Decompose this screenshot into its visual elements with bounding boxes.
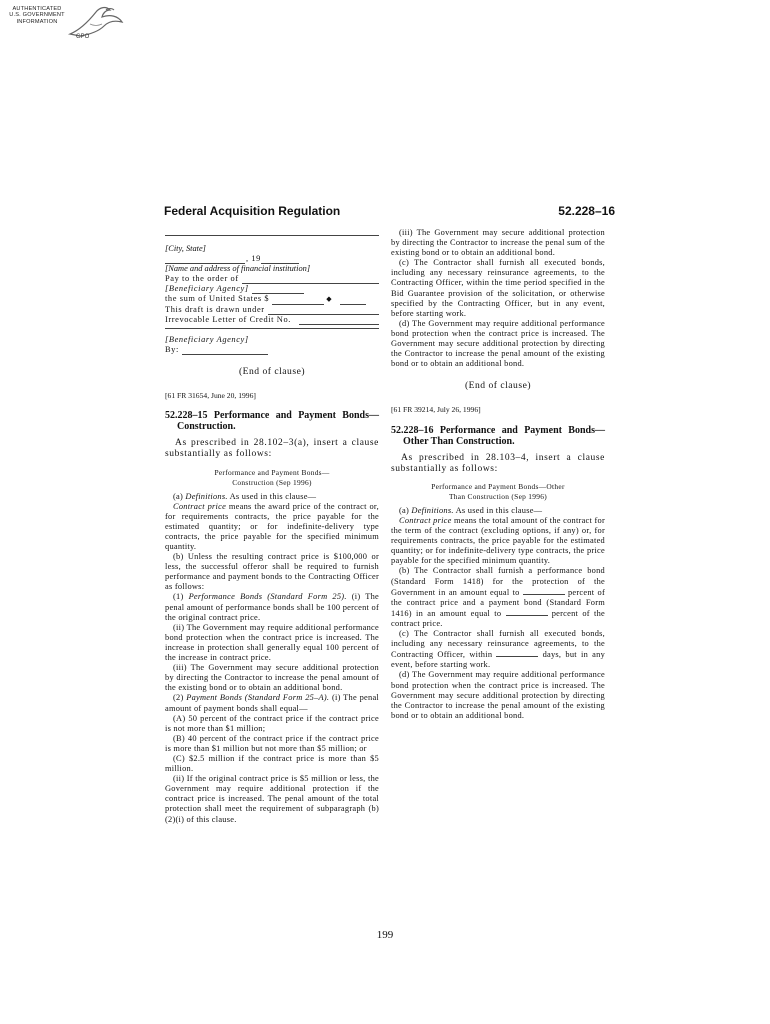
para-italic: Payment Bonds (Standard Form 25–A). [186,693,330,703]
gpo-line-1: AUTHENTICATED [12,6,62,12]
citation: [61 FR 39214, July 26, 1996] [391,405,481,415]
gpo-seal-text [6,6,68,25]
paragraph-b [391,566,605,629]
para-italic: Definitions. [185,491,228,501]
definition-contract-price [391,516,605,566]
paragraph-c2 [391,629,605,670]
paragraph-b2-B: (B) 40 percent of the contract price if the contract price is more than $1 million but not more than $5 million; or [165,733,379,753]
form-agency-line [165,284,379,294]
page-number: 199 [376,929,394,941]
para-text: percent of the contract price and a payment bond (Standard Form 1416) in an amount equal to [391,587,606,618]
blank-line [340,297,366,305]
para-text: (c) The Contractor shall furnish all executed bonds, including any necessary reinsurance agreements, to the Contracting Officer, within [391,629,605,660]
blank-line [506,608,548,616]
gpo-line-3: INFORMATION [16,18,58,25]
blank-line [496,649,538,657]
paragraph-c: (c) The Contractor shall furnish all executed bonds, including any necessary reinsurance agreements, to the Contracting Officer, within the time period specified in the Bid Guarantee provision of the solicitation, or otherwise specified by the Contracting Officer, but in any event, before starting work. [391,258,605,318]
section-heading: 52.228–16 Performance and Payment Bonds—Other Than Construction. [391,424,605,447]
prescription: As prescribed in 28.102–3(a), insert a clause substantially as follows: [165,438,379,460]
clause-heading [395,482,601,502]
para-text: (i) The penal amount of performance bonds shall be 100 percent of the original contract price. [165,592,380,622]
term: Contract price [399,516,452,525]
paragraph-b1-iii: (iii) The Government may secure additional protection by directing the Contractor to increase the penal amount of the existing bond or to obtain an additional bond. [165,663,379,693]
para-text: (b) The Contractor shall furnish a performance bond (Standard Form 1418) for the protection of the Government in an amount equal to [391,566,605,597]
gpo-authentication-seal [6,4,146,44]
form-year: , 19 [246,254,261,264]
blank-line [523,587,565,595]
paragraph-d2: (d) The Government may require additional performance bond protection when the contract price is increased. The Government may secure additional protection by directing the Contractor to increase the penal amount of the existing bond or to obtain an additional bond. [391,670,605,720]
blank-line [299,317,379,325]
clause-heading-line-2: Than Construction (Sep 1996) [448,491,548,501]
para-text: As used in this clause— [227,491,317,501]
paragraph-b2-ii: (ii) If the original contract price is $5 million or less, the Government may require additional protection if the contract price is increased. The penal amount of the total protection shall meet the requirement of subparagraph (b)(2)(i) of this clause. [165,774,379,824]
definition-text: means the award price of the contract or, for requirements contracts, the price payable for the estimated quantity; or for indefinite-delivery type contracts, the price payable for the specified minimum quantity. [165,501,379,551]
form-agency-2: [Beneficiary Agency] [165,334,249,344]
gpo-line-2: U.S. GOVERNMENT [9,12,65,19]
form-loc-label: Irrevocable Letter of Credit No. [165,314,291,324]
paragraph-b2-C: (C) $2.5 million if the contract price is more than $5 million. [165,753,379,774]
paragraph-a [391,506,605,516]
clause-heading-line-1: Performance and Payment Bonds— [214,467,330,477]
definition-text: means the total amount of the contract for the term of the contract (excluding options, if any) or, for requirements contracts, the price payable for the estimated quantity; or for indefinite-delivery type contracts, the price payable for the specified minimum quantity. [391,516,605,566]
para-text: days, but in any event, before starting work. [391,650,606,670]
divider [165,235,379,236]
blank-line [272,297,324,305]
paragraph-d: (d) The Government may require additional performance bond protection when the contract price is increased. The Government may secure additional protection by directing the Contractor to increase the penal amount of the existing bond or to obtain an additional bond. [391,318,605,369]
form-sum-line [165,294,379,304]
paragraph-b: (b) Unless the resulting contract price is $100,000 or less, the successful offeror shall be required to furnish performance and payment bonds to the Contracting Officer as follows: [165,552,379,592]
paragraph-b2 [165,693,379,713]
running-header-title: Federal Acquisition Regulation [164,204,341,218]
form-drawn-line [165,305,379,315]
gpo-name: GPO [76,34,90,40]
form-date-line [165,254,379,264]
clause-heading-line-2: Construction (Sep 1996) [232,477,312,487]
blank-line [242,276,379,284]
blank-line [165,256,245,264]
form-city-state: [City, State] [165,244,206,253]
end-of-clause: (End of clause) [238,365,306,377]
para-italic: Definitions. [411,505,454,515]
left-column [165,228,379,825]
form-bank-name: [Name and address of financial institution] [165,264,311,274]
para-label: (a) [399,505,412,515]
blank-line [268,307,379,315]
paragraph-b2-A: (A) 50 percent of the contract price if the contract price is not more than $1 million; [165,713,379,733]
blank-line [261,256,299,264]
para-text: As used in this clause— [453,505,543,515]
para-italic: Performance Bonds (Standard Form 25). [188,592,347,602]
paragraph-a [165,492,379,502]
blank-line [182,347,268,355]
paragraph-b1-ii: (ii) The Government may require additional performance bond protection when the contract price is increased. The increase in protection shall generally equal 100 percent of the increase in contract price. [165,622,379,663]
form-by-line [165,345,379,355]
draft-form [165,244,379,355]
term: Contract price [173,501,227,511]
form-agency-label: [Beneficiary Agency] [165,284,249,294]
form-pay-label: Pay to the order of [165,274,239,284]
form-by-label: By: [165,344,179,354]
form-drawn-label: This draft is drawn under [165,304,265,314]
para-label: (2) [173,693,187,703]
running-header-section: 52.228–16 [558,204,615,218]
paragraph-iii: (iii) The Government may secure additional protection by directing the Contractor to increase the penal sum of the existing bond or to obtain an additional bond. [391,228,605,258]
end-of-clause: (End of clause) [464,380,532,392]
diamond-icon: ◆ [326,295,333,304]
divider [165,328,379,329]
section-heading: 52.228–15 Performance and Payment Bonds—Construction. [165,410,379,433]
right-column [391,228,605,721]
form-sum-label: the sum of United States $ [165,294,270,304]
citation: [61 FR 31654, June 20, 1996] [165,391,256,401]
clause-heading [169,468,375,488]
form-loc-line [165,315,379,325]
definition-contract-price [165,502,379,552]
prescription: As prescribed in 28.103–4, insert a clause substantially as follows: [391,452,605,474]
form-pay-line [165,274,379,284]
blank-line [252,286,304,294]
para-text: percent of the contract price. [391,608,606,628]
para-label: (a) [173,491,186,501]
paragraph-b1 [165,592,379,622]
clause-heading-line-1: Performance and Payment Bonds—Other [431,481,565,491]
para-label: (1) [173,592,189,602]
para-text: (i) The penal amount of payment bonds shall equal— [165,693,379,713]
